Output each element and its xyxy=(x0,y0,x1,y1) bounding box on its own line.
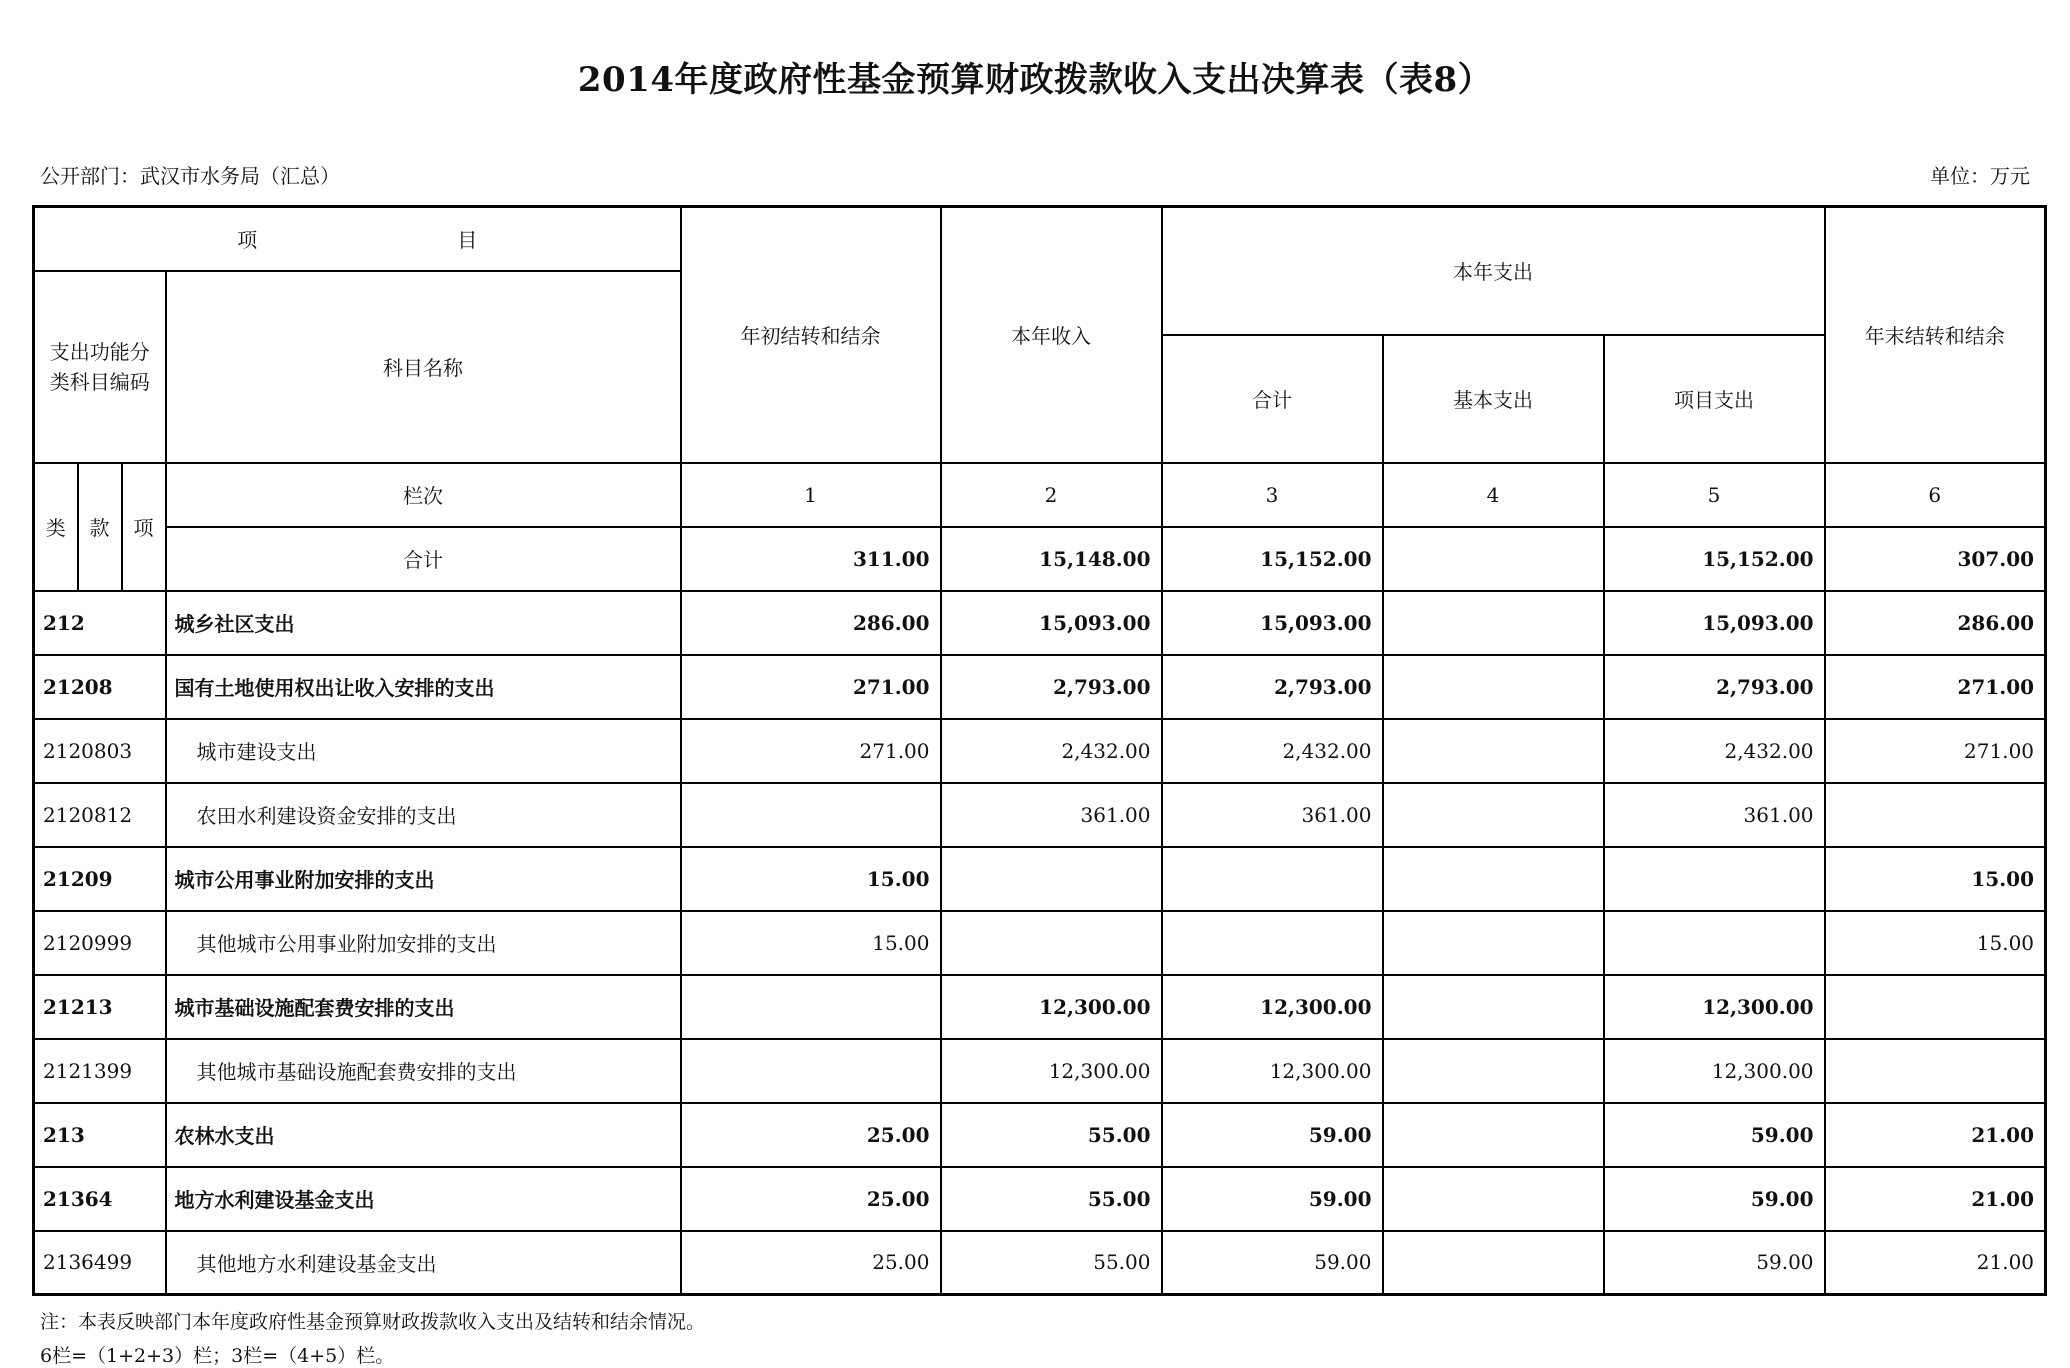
row-code: 21208 xyxy=(34,655,166,719)
table-row xyxy=(34,783,2046,847)
row-c5 xyxy=(1604,911,1825,975)
row-code: 21364 xyxy=(34,1167,166,1231)
header-carry-begin: 年初结转和结余 xyxy=(681,207,941,463)
row-c3: 2,793.00 xyxy=(1162,655,1383,719)
header-code xyxy=(34,271,166,463)
col-num-4: 4 xyxy=(1383,463,1604,527)
row-c1 xyxy=(681,975,941,1039)
header-name: 科目名称 xyxy=(166,271,681,463)
row-code: 21213 xyxy=(34,975,166,1039)
row-c5: 2,793.00 xyxy=(1604,655,1825,719)
table-row xyxy=(34,591,2046,655)
report-title: 2014年度政府性基金预算财政拨款收入支出决算表（表8） xyxy=(577,60,1493,100)
note-line-1: 注：本表反映部门本年度政府性基金预算财政拨款收入支出及结转和结余情况。 xyxy=(40,1311,706,1333)
row-c6: 21.00 xyxy=(1825,1167,2046,1231)
row-c6 xyxy=(1825,783,2046,847)
note-line-2: 6栏=（1+2+3）栏；3栏=（4+5）栏。 xyxy=(40,1345,395,1367)
header-income: 本年收入 xyxy=(941,207,1162,463)
row-code: 21209 xyxy=(34,847,166,911)
row-c2: 55.00 xyxy=(941,1103,1162,1167)
row-name: 城市基础设施配套费安排的支出 xyxy=(166,975,681,1039)
header-project: 项目支出 xyxy=(1604,335,1825,463)
row-c3 xyxy=(1162,911,1383,975)
col-num-2: 2 xyxy=(941,463,1162,527)
row-code: 2121399 xyxy=(34,1039,166,1103)
row-c4 xyxy=(1383,1231,1604,1295)
summary-label: 合计 xyxy=(166,527,681,591)
row-name: 国有土地使用权出让收入安排的支出 xyxy=(166,655,681,719)
row-c4 xyxy=(1383,783,1604,847)
row-name: 农林水支出 xyxy=(166,1103,681,1167)
row-c3: 59.00 xyxy=(1162,1231,1383,1295)
row-c2: 15,093.00 xyxy=(941,591,1162,655)
row-c6: 286.00 xyxy=(1825,591,2046,655)
row-name: 地方水利建设基金支出 xyxy=(166,1167,681,1231)
row-c4 xyxy=(1383,1167,1604,1231)
row-name: 其他城市公用事业附加安排的支出 xyxy=(166,911,681,975)
summary-row xyxy=(34,527,2046,591)
row-c3: 59.00 xyxy=(1162,1167,1383,1231)
col-num-1: 1 xyxy=(681,463,941,527)
header-expense: 本年支出 xyxy=(1162,207,1825,335)
row-c1: 271.00 xyxy=(681,655,941,719)
summary-c6: 307.00 xyxy=(1825,527,2046,591)
row-code: 213 xyxy=(34,1103,166,1167)
table-row xyxy=(34,655,2046,719)
row-c2: 12,300.00 xyxy=(941,1039,1162,1103)
row-c6: 271.00 xyxy=(1825,719,2046,783)
table-row xyxy=(34,1167,2046,1231)
row-c1: 15.00 xyxy=(681,911,941,975)
row-code: 2120803 xyxy=(34,719,166,783)
row-c5 xyxy=(1604,847,1825,911)
row-c2: 2,432.00 xyxy=(941,719,1162,783)
summary-c1: 311.00 xyxy=(681,527,941,591)
row-c6: 21.00 xyxy=(1825,1103,2046,1167)
row-c2: 12,300.00 xyxy=(941,975,1162,1039)
header-lei: 类 xyxy=(34,463,78,591)
table-row xyxy=(34,911,2046,975)
row-name: 农田水利建设资金安排的支出 xyxy=(166,783,681,847)
row-c4 xyxy=(1383,847,1604,911)
row-name: 城市公用事业附加安排的支出 xyxy=(166,847,681,911)
col-num-3: 3 xyxy=(1162,463,1383,527)
row-c4 xyxy=(1383,591,1604,655)
row-c3: 12,300.00 xyxy=(1162,1039,1383,1103)
row-c2 xyxy=(941,911,1162,975)
row-c1: 15.00 xyxy=(681,847,941,911)
row-c1 xyxy=(681,1039,941,1103)
row-name: 其他城市基础设施配套费安排的支出 xyxy=(166,1039,681,1103)
row-c1: 25.00 xyxy=(681,1167,941,1231)
header-item-left: 项 xyxy=(237,228,258,253)
row-c2: 55.00 xyxy=(941,1167,1162,1231)
row-c3: 361.00 xyxy=(1162,783,1383,847)
row-c2 xyxy=(941,847,1162,911)
header-item xyxy=(34,207,681,271)
row-c4 xyxy=(1383,719,1604,783)
row-c2: 361.00 xyxy=(941,783,1162,847)
row-name: 城乡社区支出 xyxy=(166,591,681,655)
summary-c5: 15,152.00 xyxy=(1604,527,1825,591)
table-row xyxy=(34,847,2046,911)
row-code: 2136499 xyxy=(34,1231,166,1295)
row-c5: 361.00 xyxy=(1604,783,1825,847)
row-code: 212 xyxy=(34,591,166,655)
row-c3: 12,300.00 xyxy=(1162,975,1383,1039)
row-c3: 2,432.00 xyxy=(1162,719,1383,783)
row-c5: 2,432.00 xyxy=(1604,719,1825,783)
header-basic: 基本支出 xyxy=(1383,335,1604,463)
row-c6: 21.00 xyxy=(1825,1231,2046,1295)
summary-c4 xyxy=(1383,527,1604,591)
row-c2: 55.00 xyxy=(941,1231,1162,1295)
row-c6 xyxy=(1825,1039,2046,1103)
row-c4 xyxy=(1383,655,1604,719)
row-c6: 15.00 xyxy=(1825,911,2046,975)
unit-label: 单位：万元 xyxy=(1930,164,2030,188)
table-row xyxy=(34,1039,2046,1103)
row-c6 xyxy=(1825,975,2046,1039)
header-lanci: 栏次 xyxy=(166,463,681,527)
header-total: 合计 xyxy=(1162,335,1383,463)
row-c5: 12,300.00 xyxy=(1604,1039,1825,1103)
row-c5: 59.00 xyxy=(1604,1167,1825,1231)
summary-c3: 15,152.00 xyxy=(1162,527,1383,591)
row-c4 xyxy=(1383,1039,1604,1103)
row-c5: 15,093.00 xyxy=(1604,591,1825,655)
row-c4 xyxy=(1383,1103,1604,1167)
row-c3: 59.00 xyxy=(1162,1103,1383,1167)
row-c1: 271.00 xyxy=(681,719,941,783)
budget-table xyxy=(32,205,2047,1296)
col-num-5: 5 xyxy=(1604,463,1825,527)
header-item-right: 目 xyxy=(457,228,478,253)
department-label: 公开部门：武汉市水务局（汇总） xyxy=(40,164,340,188)
row-c2: 2,793.00 xyxy=(941,655,1162,719)
row-c5: 59.00 xyxy=(1604,1231,1825,1295)
row-c1: 286.00 xyxy=(681,591,941,655)
row-c3: 15,093.00 xyxy=(1162,591,1383,655)
table-row xyxy=(34,1103,2046,1167)
row-c3 xyxy=(1162,847,1383,911)
row-c6: 15.00 xyxy=(1825,847,2046,911)
col-num-6: 6 xyxy=(1825,463,2046,527)
row-c1 xyxy=(681,783,941,847)
row-c4 xyxy=(1383,911,1604,975)
row-code: 2120999 xyxy=(34,911,166,975)
row-c5: 59.00 xyxy=(1604,1103,1825,1167)
row-code: 2120812 xyxy=(34,783,166,847)
row-name: 城市建设支出 xyxy=(166,719,681,783)
table-row xyxy=(34,1231,2046,1295)
header-carry-end: 年末结转和结余 xyxy=(1825,207,2046,463)
table-row xyxy=(34,719,2046,783)
row-name: 其他地方水利建设基金支出 xyxy=(166,1231,681,1295)
row-c4 xyxy=(1383,975,1604,1039)
row-c6: 271.00 xyxy=(1825,655,2046,719)
header-xiang: 项 xyxy=(122,463,166,591)
row-c1: 25.00 xyxy=(681,1231,941,1295)
table-row xyxy=(34,975,2046,1039)
header-kuan: 款 xyxy=(78,463,122,591)
header-code-text: 支出功能分类科目编码 xyxy=(49,339,150,394)
summary-c2: 15,148.00 xyxy=(941,527,1162,591)
row-c1: 25.00 xyxy=(681,1103,941,1167)
row-c5: 12,300.00 xyxy=(1604,975,1825,1039)
